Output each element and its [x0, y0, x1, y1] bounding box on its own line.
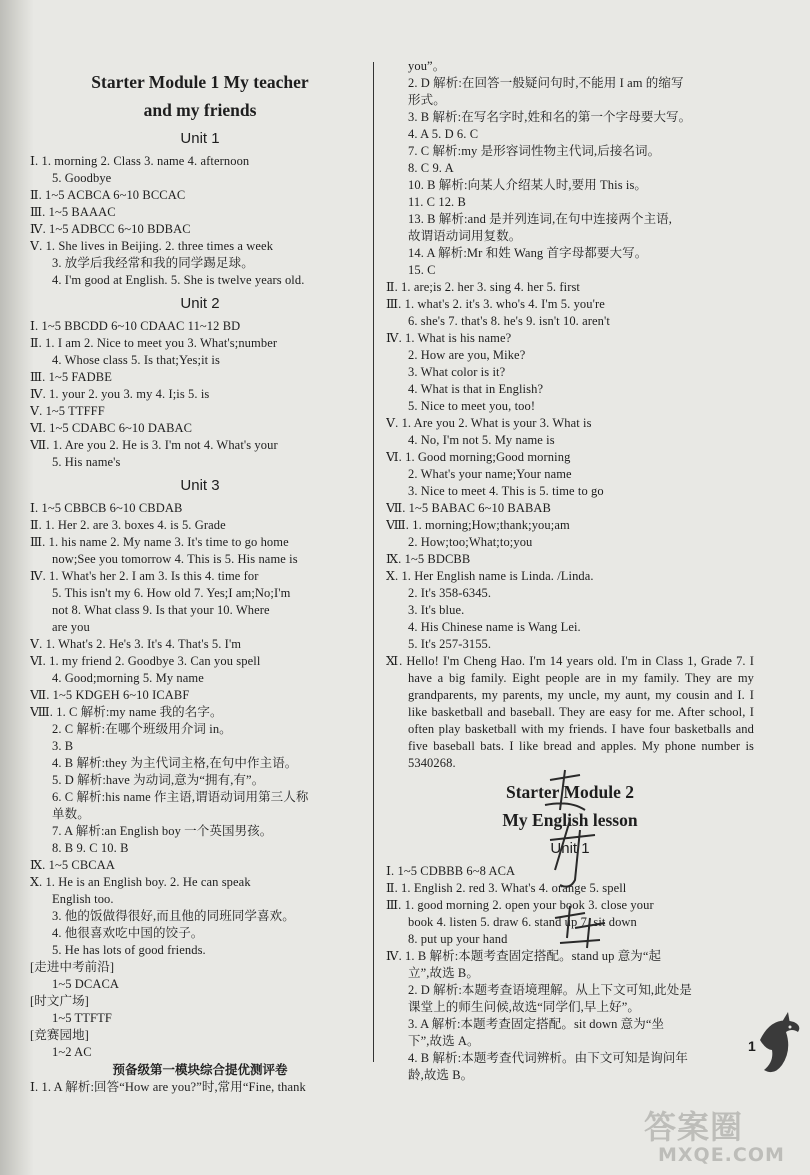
- answer-line: 7. C 解析:my 是形容词性物主代词,后接名词。: [408, 144, 661, 158]
- module-subtitle: and my friends: [143, 100, 257, 120]
- answer-line: 5. D 解析:have 为动词,意为“拥有,有”。: [52, 773, 265, 787]
- answer-line: 8. B 9. C 10. B: [52, 841, 129, 855]
- binding-shadow: [0, 0, 34, 1175]
- answer-line: 单数。: [52, 807, 90, 821]
- answer-line: 2. D 解析:在回答一般疑问句时,不能用 I am 的缩写: [408, 76, 684, 90]
- answer-line: 5. He has lots of good friends.: [52, 943, 206, 957]
- answer-line: 1~5 DCACA: [52, 977, 120, 991]
- unit1-answers: [30, 153, 370, 289]
- answer-line: 3. B 解析:在写名字时,姓和名的第一个字母要大写。: [408, 110, 692, 124]
- answer-line: Ⅶ. 1. Are you 2. He is 3. I'm not 4. What's your: [30, 438, 278, 452]
- answer-line: 8. put up your hand: [408, 932, 508, 946]
- answer-line: 5. His name's: [52, 455, 121, 469]
- answer-line: [时文广场]: [30, 994, 89, 1008]
- answer-line: English too.: [52, 892, 114, 906]
- essay-answer: Ⅺ. Hello! I'm Cheng Hao. I'm 14 years old. I'm in Class 1, Grade 7. I have a big family. Eight people are in my family. They are my grandparents, my parents, my uncle, my aunt, my cousin and I. I like basketball and baseball. They are easy for me. After school, I often play basketball with my friends. I have four basketballs and five baseball bats. I like bread and apples. My phone number is 5340268.: [386, 654, 754, 770]
- answer-line: 8. C 9. A: [408, 161, 454, 175]
- answer-line: 3. 他的饭做得很好,而且他的同班同学喜欢。: [52, 909, 295, 923]
- watermark: [640, 1100, 805, 1170]
- answer-line: 5. It's 257-3155.: [408, 637, 492, 651]
- answer-line: 4. A 5. D 6. C: [408, 127, 479, 141]
- watermark-logo-text: 答案圈: [644, 1108, 744, 1146]
- quiz-heading: 预备级第一模块综合提优测评卷: [112, 1063, 288, 1077]
- answer-line: [竞赛园地]: [30, 1028, 89, 1042]
- answer-line: Ⅰ. 1. A 解析:回答“How are you?”时,常用“Fine, thank: [30, 1080, 306, 1094]
- answer-line: 4. His Chinese name is Wang Lei.: [408, 620, 581, 634]
- answer-line: Ⅱ. 1. Her 2. are 3. boxes 4. is 5. Grade: [30, 518, 226, 532]
- answer-line: [走进中考前沿]: [30, 960, 115, 974]
- dolphin-icon: [752, 1010, 804, 1080]
- module-title: Starter Module 1 My teacher: [91, 72, 309, 92]
- answer-line: 1~2 AC: [52, 1045, 92, 1059]
- answer-line: Ⅴ. 1. Are you 2. What is your 3. What is: [386, 416, 592, 430]
- page-number: 1: [748, 1038, 756, 1054]
- answer-line: Ⅸ. 1~5 CBCAA: [30, 858, 115, 872]
- module2-unit1-answers: [386, 863, 754, 1084]
- answer-line: Ⅸ. 1~5 BDCBB: [386, 552, 471, 566]
- answer-line: 2. It's 358-6345.: [408, 586, 492, 600]
- answer-line: Ⅳ. 1. What is his name?: [386, 331, 512, 345]
- answer-line: Ⅱ. 1. English 2. red 3. What's 4. orange 5. spell: [386, 881, 627, 895]
- answer-line: 5. This isn't my 6. How old 7. Yes;I am;No;I'm: [52, 586, 291, 600]
- unit-heading: Unit 2: [180, 295, 220, 312]
- answer-line: 课堂上的师生问候,故选“同学们,早上好”。: [408, 1000, 640, 1014]
- answer-line: 3. A 解析:本题考查固定搭配。sit down 意为“坐: [408, 1017, 665, 1031]
- module-title: Starter Module 2: [506, 782, 634, 802]
- answer-line: book 4. listen 5. draw 6. stand up 7. sit down: [408, 915, 637, 929]
- answer-line: Ⅵ. 1~5 CDABC 6~10 DABAC: [30, 421, 193, 435]
- answer-line: you”。: [408, 59, 446, 73]
- answer-line: Ⅲ. 1. what's 2. it's 3. who's 4. I'm 5. you're: [386, 297, 605, 311]
- quiz-answers: [386, 58, 754, 653]
- answer-line: 10. B 解析:向某人介绍某人时,要用 This is。: [408, 178, 648, 192]
- answer-line: Ⅲ. 1. good morning 2. open your book 3. close your: [386, 898, 654, 912]
- answer-line: 2. D 解析:本题考查语境理解。从上下文可知,此处是: [408, 983, 692, 997]
- answer-line: Ⅳ. 1. What's her 2. I am 3. Is this 4. time for: [30, 569, 259, 583]
- answer-line: 4. I'm good at English. 5. She is twelve years old.: [52, 273, 305, 287]
- answer-line: 2. How;too;What;to;you: [408, 535, 533, 549]
- answer-line: now;See you tomorrow 4. This is 5. His name is: [52, 552, 298, 566]
- answer-line: 3. 放学后我经常和我的同学踢足球。: [52, 256, 254, 270]
- answer-line: Ⅶ. 1~5 BABAC 6~10 BABAB: [386, 501, 551, 515]
- unit-heading: Unit 3: [180, 477, 220, 494]
- answer-line: Ⅱ. 1. are;is 2. her 3. sing 4. her 5. first: [386, 280, 581, 294]
- answer-line: 5. Nice to meet you, too!: [408, 399, 536, 413]
- unit-heading: Unit 1: [180, 130, 220, 147]
- answer-line: Ⅱ. 1. I am 2. Nice to meet you 3. What's;number: [30, 336, 278, 350]
- answer-line: Ⅳ. 1. your 2. you 3. my 4. I;is 5. is: [30, 387, 210, 401]
- answer-line: Ⅴ. 1. She lives in Beijing. 2. three times a week: [30, 239, 274, 253]
- answer-line: 14. A 解析:Mr 和姓 Wang 首字母都要大写。: [408, 246, 648, 260]
- extra-sections: [30, 959, 370, 1061]
- answer-line: 4. B 解析:they 为主代词主格,在句中作主语。: [52, 756, 298, 770]
- answer-line: 4. No, I'm not 5. My name is: [408, 433, 555, 447]
- answer-line: 形式。: [408, 93, 446, 107]
- answer-line: 6. C 解析:his name 作主语,谓语动词用第三人称: [52, 790, 309, 804]
- answer-line: 11. C 12. B: [408, 195, 466, 209]
- answer-line: Ⅳ. 1~5 ADBCC 6~10 BDBAC: [30, 222, 191, 236]
- column-divider: [373, 62, 374, 1062]
- answer-line: 4. B 解析:本题考查代词辨析。由下文可知是询问年: [408, 1051, 689, 1065]
- answer-line: Ⅲ. 1. his name 2. My name 3. It's time to go home: [30, 535, 289, 549]
- left-column: [30, 68, 370, 1096]
- answer-line: 2. How are you, Mike?: [408, 348, 526, 362]
- answer-line: not 8. What class 9. Is that your 10. Where: [52, 603, 270, 617]
- answer-line: 龄,故选 B。: [408, 1068, 474, 1082]
- answer-line: Ⅶ. 1~5 KDGEH 6~10 ICABF: [30, 688, 190, 702]
- answer-line: Ⅴ. 1. What's 2. He's 3. It's 4. That's 5. I'm: [30, 637, 242, 651]
- answer-line: 13. B 解析:and 是并列连词,在句中连接两个主语,: [408, 212, 673, 226]
- right-column: [386, 58, 754, 1084]
- answer-line: 4. Good;morning 5. My name: [52, 671, 204, 685]
- answer-line: 下”,故选 A。: [408, 1034, 480, 1048]
- answer-line: 3. Nice to meet 4. This is 5. time to go: [408, 484, 604, 498]
- answer-line: Ⅳ. 1. B 解析:本题考查固定搭配。stand up 意为“起: [386, 949, 662, 963]
- answer-line: are you: [52, 620, 90, 634]
- unit-heading: Unit 1: [550, 840, 590, 857]
- answer-line: 3. B: [52, 739, 74, 753]
- answer-line: 3. What color is it?: [408, 365, 506, 379]
- answer-line: Ⅵ. 1. my friend 2. Goodbye 3. Can you spell: [30, 654, 261, 668]
- answer-line: Ⅲ. 1~5 BAAAC: [30, 205, 116, 219]
- answer-line: Ⅰ. 1~5 CDBBB 6~8 ACA: [386, 864, 516, 878]
- answer-line: Ⅰ. 1~5 CBBCB 6~10 CBDAB: [30, 501, 183, 515]
- answer-line: Ⅲ. 1~5 FADBE: [30, 370, 112, 384]
- watermark-url: MXQE.COM: [658, 1144, 785, 1166]
- answer-line: 2. What's your name;Your name: [408, 467, 572, 481]
- answer-line: 6. she's 7. that's 8. he's 9. isn't 10. aren't: [408, 314, 610, 328]
- unit3-answers: [30, 500, 370, 959]
- answer-line: 3. It's blue.: [408, 603, 465, 617]
- answer-line: Ⅵ. 1. Good morning;Good morning: [386, 450, 571, 464]
- answer-line: 4. 他很喜欢吃中国的饺子。: [52, 926, 204, 940]
- module-subtitle: My English lesson: [502, 810, 638, 830]
- unit2-answers: [30, 318, 370, 471]
- answer-line: 15. C: [408, 263, 436, 277]
- answer-line: Ⅰ. 1~5 BBCDD 6~10 CDAAC 11~12 BD: [30, 319, 241, 333]
- answer-line: Ⅹ. 1. Her English name is Linda. /Linda.: [386, 569, 594, 583]
- answer-line: Ⅴ. 1~5 TTFFF: [30, 404, 105, 418]
- answer-line: Ⅷ. 1. morning;How;thank;you;am: [386, 518, 570, 532]
- answer-line: Ⅷ. 1. C 解析:my name 我的名字。: [30, 705, 223, 719]
- answer-line: Ⅰ. 1. morning 2. Class 3. name 4. afternoon: [30, 154, 250, 168]
- answer-line: 5. Goodbye: [52, 171, 112, 185]
- answer-line: 2. C 解析:在哪个班级用介词 in。: [52, 722, 232, 736]
- answer-line: 4. What is that in English?: [408, 382, 544, 396]
- answer-line: Ⅱ. 1~5 ACBCA 6~10 BCCAC: [30, 188, 186, 202]
- answer-line: 立”,故选 B。: [408, 966, 479, 980]
- answer-line: 故谓语动词用复数。: [408, 229, 522, 243]
- answer-line: 7. A 解析:an English boy 一个英国男孩。: [52, 824, 273, 838]
- answer-line: 4. Whose class 5. Is that;Yes;it is: [52, 353, 220, 367]
- answer-line: Ⅹ. 1. He is an English boy. 2. He can speak: [30, 875, 251, 889]
- answer-line: 1~5 TTFTF: [52, 1011, 112, 1025]
